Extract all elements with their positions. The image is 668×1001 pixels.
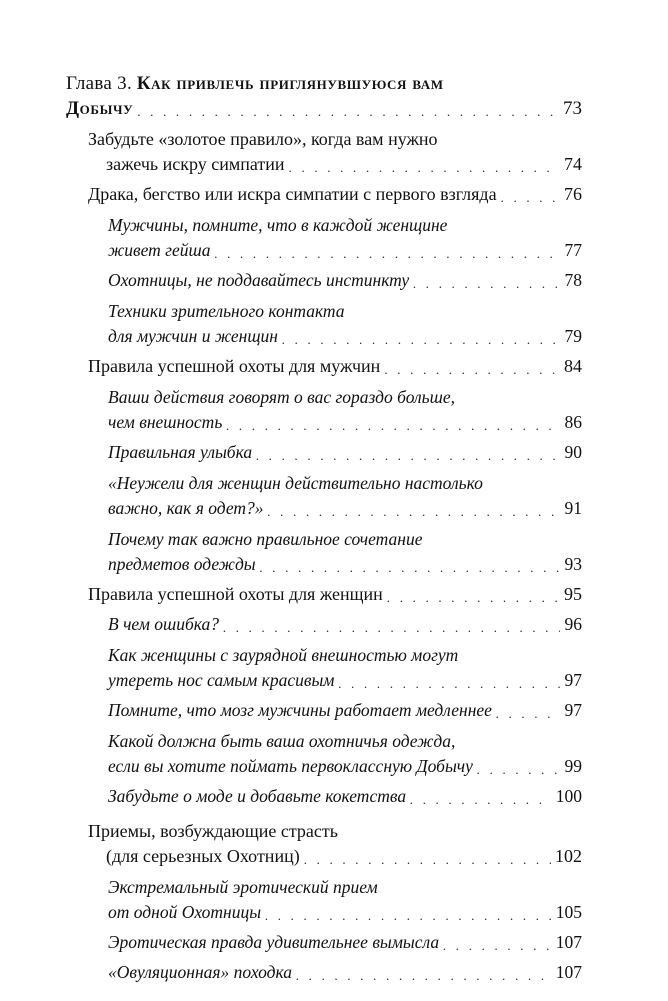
dot-leader bbox=[496, 705, 560, 723]
dot-leader bbox=[223, 619, 560, 637]
page-number: 102 bbox=[555, 846, 582, 866]
entry-title: Забудьте о моде и добавьте кокетства bbox=[108, 786, 407, 806]
dot-leader bbox=[304, 851, 551, 869]
entry-title-line2: для мужчин и женщин bbox=[108, 326, 278, 346]
page-number: 90 bbox=[564, 442, 582, 462]
dot-leader bbox=[214, 245, 560, 263]
toc-subsection[interactable] bbox=[66, 470, 582, 521]
page-number: 84 bbox=[564, 356, 582, 376]
entry-title-line2: утереть нос самым красивым bbox=[108, 670, 335, 690]
dot-leader bbox=[282, 331, 560, 349]
dot-leader bbox=[410, 791, 552, 809]
toc-subsection[interactable] bbox=[66, 526, 582, 577]
entry-title: Правила успешной охоты для женщин bbox=[88, 584, 383, 604]
toc-subsection[interactable] bbox=[66, 268, 582, 293]
page-number: 95 bbox=[564, 584, 582, 604]
entry-title: «Овуляционная» походка bbox=[108, 962, 293, 982]
dot-leader bbox=[226, 417, 560, 435]
toc-subsection[interactable] bbox=[66, 930, 582, 955]
table-of-contents bbox=[66, 72, 582, 985]
entry-title-line1: Экстремальный эротический прием bbox=[108, 877, 378, 897]
dot-leader bbox=[501, 189, 560, 207]
dot-leader bbox=[137, 103, 559, 121]
entry-title-line2: чем внешность bbox=[108, 412, 223, 432]
page-number: 99 bbox=[564, 756, 582, 776]
entry-title: Правильная улыбка bbox=[108, 442, 253, 462]
page-number: 77 bbox=[564, 240, 582, 260]
toc-subsection[interactable] bbox=[66, 874, 582, 925]
dot-leader bbox=[260, 559, 560, 577]
entry-title: Драка, бегство или искра симпатии с первого взгляда bbox=[88, 184, 497, 204]
page-number: 96 bbox=[564, 614, 582, 634]
toc-section[interactable] bbox=[66, 818, 582, 869]
chapter-heading[interactable] bbox=[66, 72, 582, 121]
entry-title: Правила успешной охоты для мужчин bbox=[88, 356, 381, 376]
entry-title-line1: Приемы, возбуждающие страсть bbox=[88, 821, 338, 841]
toc-subsection[interactable] bbox=[66, 612, 582, 637]
dot-leader bbox=[268, 503, 560, 521]
toc-section[interactable] bbox=[66, 182, 582, 207]
entry-title-line1: Мужчины, помните, что в каждой женщине bbox=[108, 215, 448, 235]
toc-subsection[interactable] bbox=[66, 212, 582, 263]
dot-leader bbox=[338, 675, 560, 693]
page-number: 73 bbox=[563, 98, 582, 119]
dot-leader bbox=[296, 967, 552, 985]
page-number: 97 bbox=[564, 670, 582, 690]
entry-title-line1: Какой должна быть ваша охотничья одежда, bbox=[108, 731, 456, 751]
toc-section[interactable] bbox=[66, 354, 582, 379]
dot-leader bbox=[387, 589, 560, 607]
toc-subsection[interactable] bbox=[66, 440, 582, 465]
toc-section[interactable] bbox=[66, 126, 582, 177]
toc-subsection[interactable] bbox=[66, 642, 582, 693]
page-number: 86 bbox=[564, 412, 582, 432]
page-number: 76 bbox=[564, 184, 582, 204]
page-number: 105 bbox=[555, 902, 582, 922]
entry-title-line1: Забудьте «золотое правило», когда вам нужно bbox=[88, 129, 438, 149]
toc-subsection[interactable] bbox=[66, 728, 582, 779]
dot-leader bbox=[265, 907, 552, 925]
page-number: 93 bbox=[564, 554, 582, 574]
dot-leader bbox=[256, 447, 560, 465]
page-number: 107 bbox=[555, 932, 582, 952]
toc-subsection[interactable] bbox=[66, 698, 582, 723]
toc-subsection[interactable] bbox=[66, 298, 582, 349]
entry-title-line2: важно, как я одет?» bbox=[108, 498, 264, 518]
toc-subsection[interactable] bbox=[66, 784, 582, 809]
entry-title: Помните, что мозг мужчины работает медленнее bbox=[108, 700, 492, 720]
toc-subsection[interactable] bbox=[66, 384, 582, 435]
entry-title-line1: Почему так важно правильное сочетание bbox=[108, 529, 423, 549]
toc-section[interactable] bbox=[66, 582, 582, 607]
page-number: 97 bbox=[564, 700, 582, 720]
entry-title-line2: если вы хотите поймать первоклассную Добычу bbox=[108, 756, 473, 776]
entry-title-line2: (для серьезных Охотниц) bbox=[106, 846, 300, 866]
dot-leader bbox=[477, 761, 560, 779]
page-number: 100 bbox=[555, 786, 582, 806]
entry-title-line2: предметов одежды bbox=[108, 554, 256, 574]
entry-title-line1: Как женщины с заурядной внешностью могут bbox=[108, 645, 459, 665]
dot-leader bbox=[413, 275, 560, 293]
entry-title: Эротическая правда удивительнее вымысла bbox=[108, 932, 440, 952]
entry-title: В чем ошибка? bbox=[108, 614, 220, 634]
chapter-label: Глава 3. bbox=[66, 73, 133, 94]
entry-title-line2: зажечь искру симпатии bbox=[106, 154, 285, 174]
toc-subsection[interactable] bbox=[66, 960, 582, 985]
entry-title-line2: от одной Охотницы bbox=[108, 902, 262, 922]
entry-title-line1: Техники зрительного контакта bbox=[108, 301, 345, 321]
chapter-title-line1: Как привлечь приглянувшуюся вам bbox=[136, 73, 444, 94]
page-number: 78 bbox=[564, 270, 582, 290]
entry-title: Охотницы, не поддавайтесь инстинкту bbox=[108, 270, 410, 290]
page-number: 79 bbox=[564, 326, 582, 346]
dot-leader bbox=[443, 937, 552, 955]
chapter-title-line2: Добычу bbox=[66, 98, 134, 119]
entry-title-line1: «Неужели для женщин действительно настолько bbox=[108, 473, 483, 493]
dot-leader bbox=[289, 159, 560, 177]
page-number: 74 bbox=[564, 154, 582, 174]
page-number: 107 bbox=[555, 962, 582, 982]
entry-title-line2: живет гейша bbox=[108, 240, 211, 260]
entry-title-line1: Ваши действия говорят о вас гораздо больше, bbox=[108, 387, 455, 407]
page-number: 91 bbox=[564, 498, 582, 518]
dot-leader bbox=[384, 361, 560, 379]
